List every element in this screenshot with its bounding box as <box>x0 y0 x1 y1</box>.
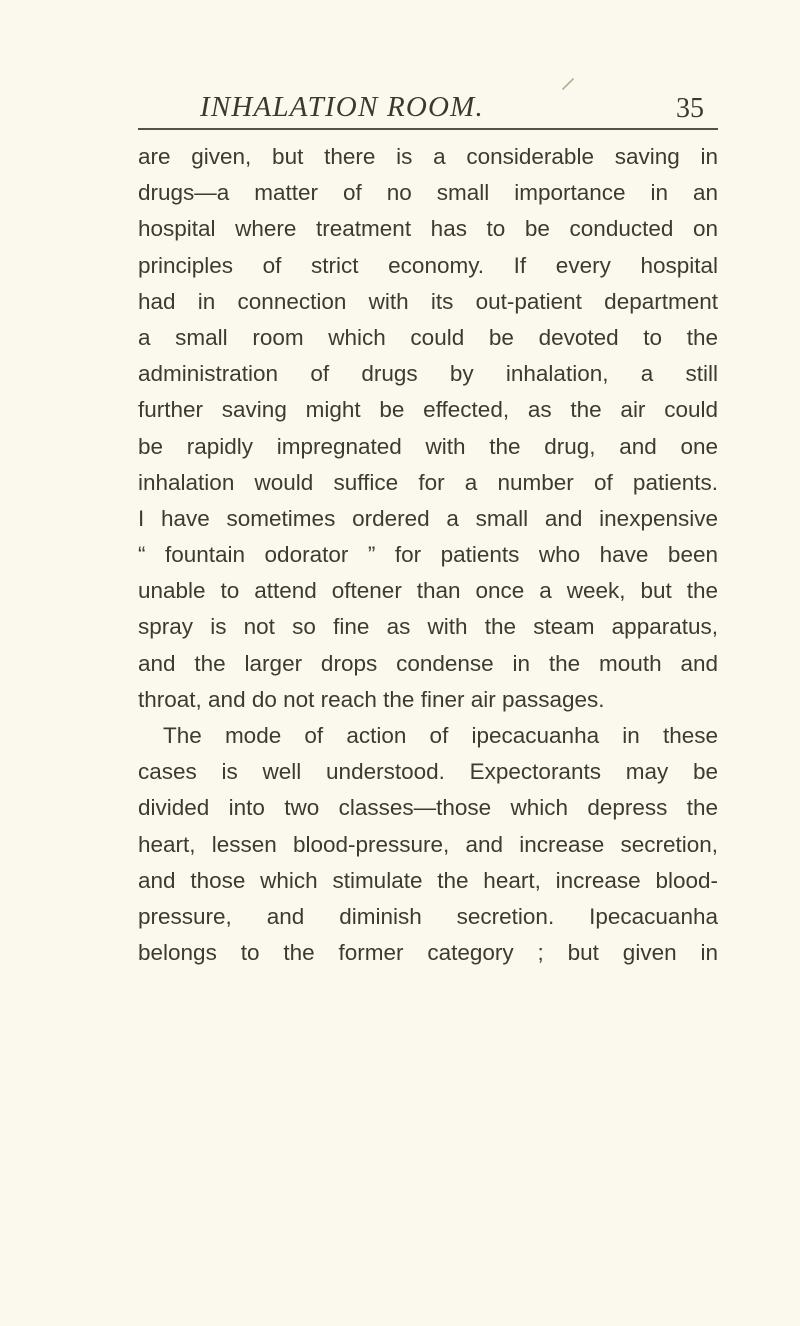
page-number: 35 <box>676 93 704 124</box>
text-line: principles of strict economy. If every hospital <box>138 252 718 278</box>
text-line: administration of drugs by inhalation, a still <box>138 361 718 387</box>
text-line: pressure, and diminish secretion. Ipecacuanha <box>138 903 718 929</box>
text-line: are given, but there is a considerable saving in <box>138 144 718 169</box>
paragraph-end-line: throat, and do not reach the finer air passages. <box>138 686 605 712</box>
text-line: be rapidly impregnated with the drug, and one <box>138 433 718 459</box>
text-line: I have sometimes ordered a small and inexpensive <box>138 505 718 531</box>
text-line: and the larger drops condense in the mouth and <box>138 650 718 676</box>
text-line: divided into two classes—those which depress the <box>138 795 718 821</box>
text-line: unable to attend oftener than once a week, but the <box>138 578 718 604</box>
text-line: cases is well understood. Expectorants may be <box>138 759 718 785</box>
text-line: and those which stimulate the heart, increase blood- <box>138 867 718 893</box>
paragraph-start-line: The mode of action of ipecacuanha in these <box>163 723 718 748</box>
pencil-tick-mark <box>562 78 574 90</box>
text-line: heart, lessen blood-pressure, and increase secretion, <box>138 831 718 857</box>
text-line: hospital where treatment has to be conducted on <box>138 216 718 242</box>
text-line: had in connection with its out-patient department <box>138 288 718 314</box>
body-text <box>138 139 718 971</box>
text-line: drugs—a matter of no small importance in an <box>138 180 718 206</box>
running-head: INHALATION ROOM. <box>200 91 484 123</box>
page-header <box>138 78 718 132</box>
text-line: spray is not so fine as with the steam apparatus, <box>138 614 718 640</box>
text-line: belongs to the former category ; but given in <box>138 940 718 966</box>
text-line: inhalation would suffice for a number of patients. <box>138 469 718 495</box>
text-line: “ fountain odorator ” for patients who have been <box>138 542 718 568</box>
header-rule <box>138 128 718 130</box>
text-line: further saving might be effected, as the air could <box>138 397 718 423</box>
text-line: a small room which could be devoted to the <box>138 324 718 350</box>
